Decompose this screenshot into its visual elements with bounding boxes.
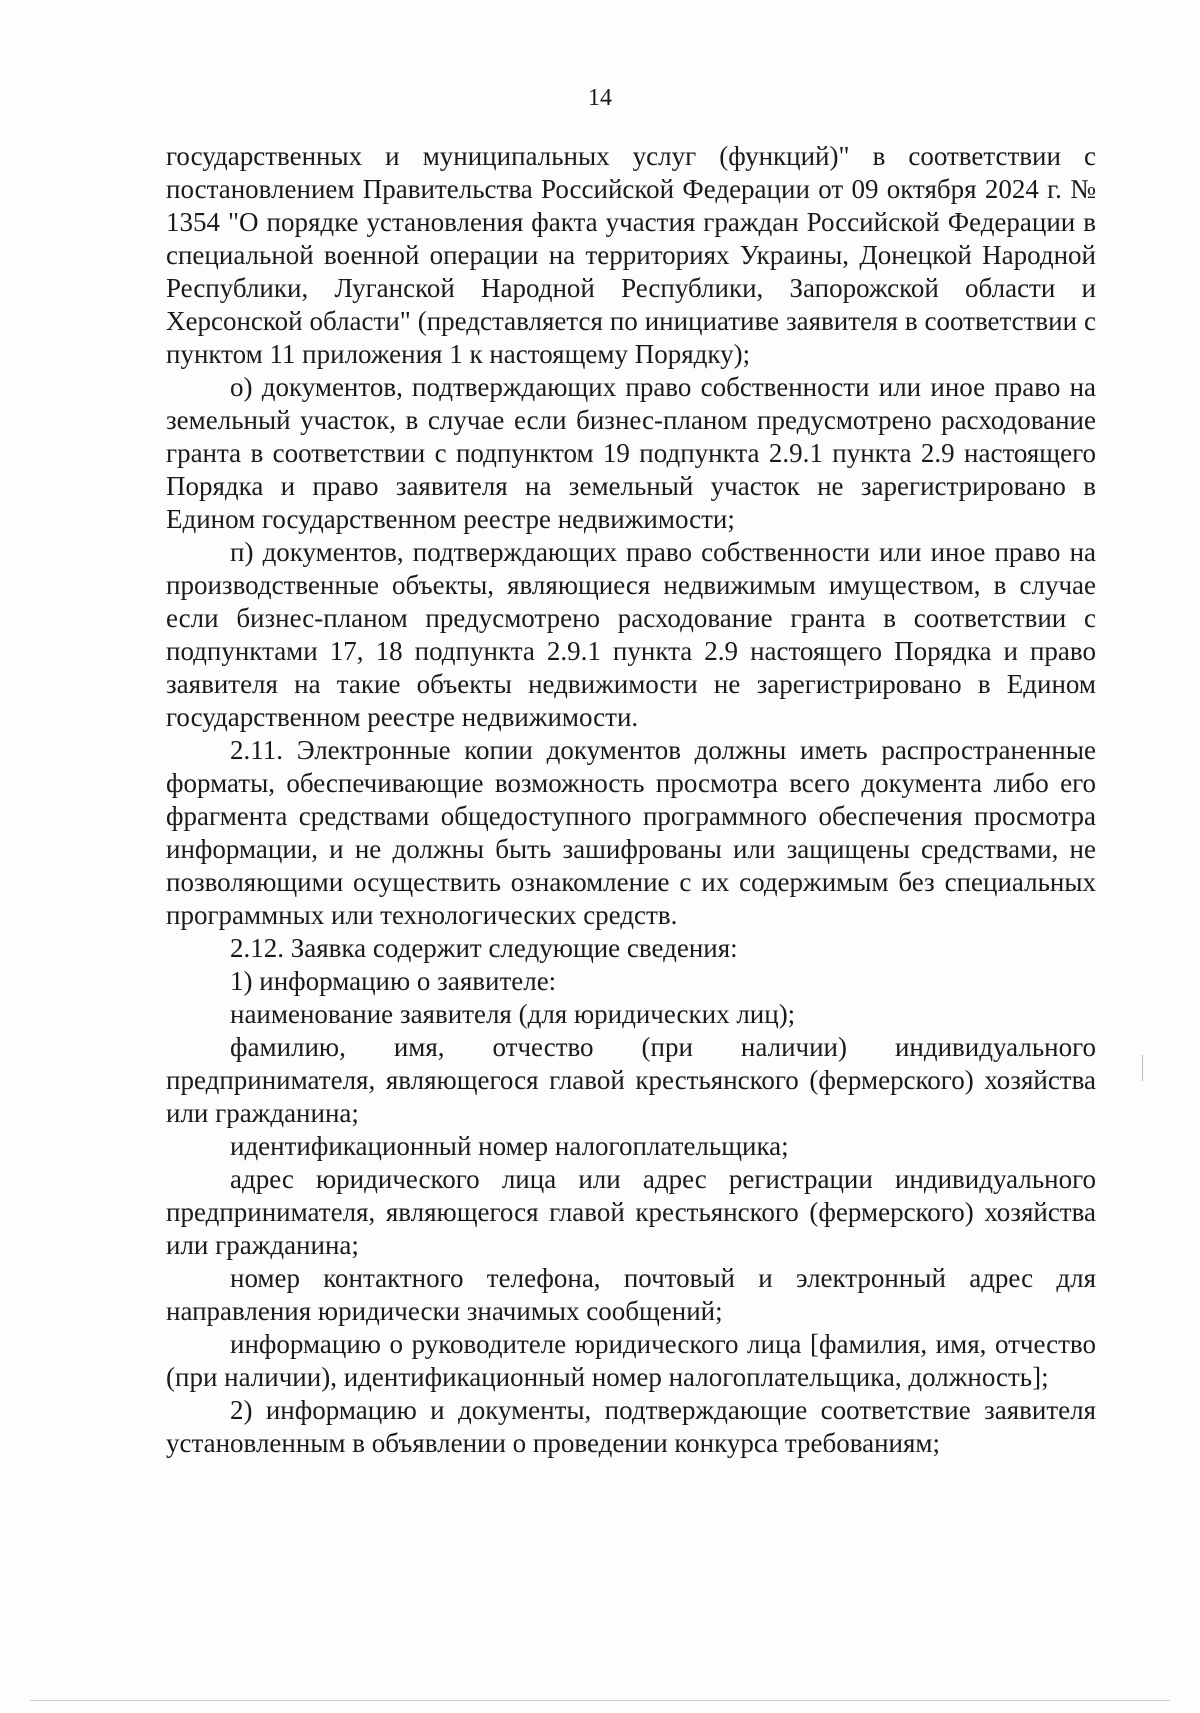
paragraph-manager-info: информацию о руководителе юридического лица [фамилия, имя, отчество (при наличии), идентификационный номер налогоплательщика, должность];: [166, 1329, 1096, 1392]
paragraph-2-11: 2.11. Электронные копии документов должны иметь распространенные форматы, обеспечивающие возможность просмотра всего документа либо его фрагмента средствами общедоступного программного обеспечения просмотра информации, и не должны быть зашифрованы или защищены средствами, не позволяющими осуществить ознакомление с их содержимым без специальных программных или технологических средств.: [166, 735, 1096, 930]
paragraph-applicant-name: наименование заявителя (для юридических лиц);: [230, 999, 796, 1029]
scan-bottom-line: [30, 1700, 1170, 1701]
paragraph-continuation: государственных и муниципальных услуг (функций)" в соответствии с постановлением Правительства Российской Федерации от 09 октября 2024 г. № 1354 "О порядке установления факта участия граждан Российской Федерации в специальной военной операции на территориях Украины, Донецкой Народной Республики, Луганской Народной Республики, Запорожской области и Херсонской области" (представляется по инициативе заявителя в соответствии с пунктом 11 приложения 1 к настоящему Порядку);: [166, 141, 1096, 369]
page-number: 14: [588, 85, 612, 111]
scan-margin-mark: [1142, 1055, 1143, 1081]
document-body: [166, 140, 1096, 1460]
paragraph-item-1: 1) информацию о заявителе:: [230, 966, 557, 996]
paragraph-item-o: о) документов, подтверждающих право собственности или иное право на земельный участок, в случае если бизнес-планом предусмотрено расходование гранта в соответствии с подпунктом 19 подпункта 2.9.1 пункта 2.9 настоящего Порядка и право заявителя на земельный участок не зарегистрировано в Едином государственном реестре недвижимости;: [166, 372, 1096, 534]
paragraph-applicant-fio: фамилию, имя, отчество (при наличии) индивидуального предпринимателя, являющегося главой крестьянского (фермерского) хозяйства или гражданина;: [166, 1032, 1096, 1128]
paragraph-item-p: п) документов, подтверждающих право собственности или иное право на производственные объекты, являющиеся недвижимым имуществом, в случае если бизнес-планом предусмотрено расходование гранта в соответствии с подпунктами 17, 18 подпункта 2.9.1 пункта 2.9 настоящего Порядка и право заявителя на такие объекты недвижимости не зарегистрировано в Едином государственном реестре недвижимости.: [166, 537, 1096, 732]
paragraph-2-12: 2.12. Заявка содержит следующие сведения:: [230, 933, 738, 963]
paragraph-item-2: 2) информацию и документы, подтверждающие соответствие заявителя установленным в объявлении о проведении конкурса требованиям;: [166, 1395, 1096, 1458]
paragraph-contacts: номер контактного телефона, почтовый и электронный адрес для направления юридически значимых сообщений;: [166, 1263, 1096, 1326]
paragraph-address: адрес юридического лица или адрес регистрации индивидуального предпринимателя, являющегося главой крестьянского (фермерского) хозяйства или гражданина;: [166, 1164, 1096, 1260]
paragraph-inn: идентификационный номер налогоплательщика;: [230, 1131, 789, 1161]
